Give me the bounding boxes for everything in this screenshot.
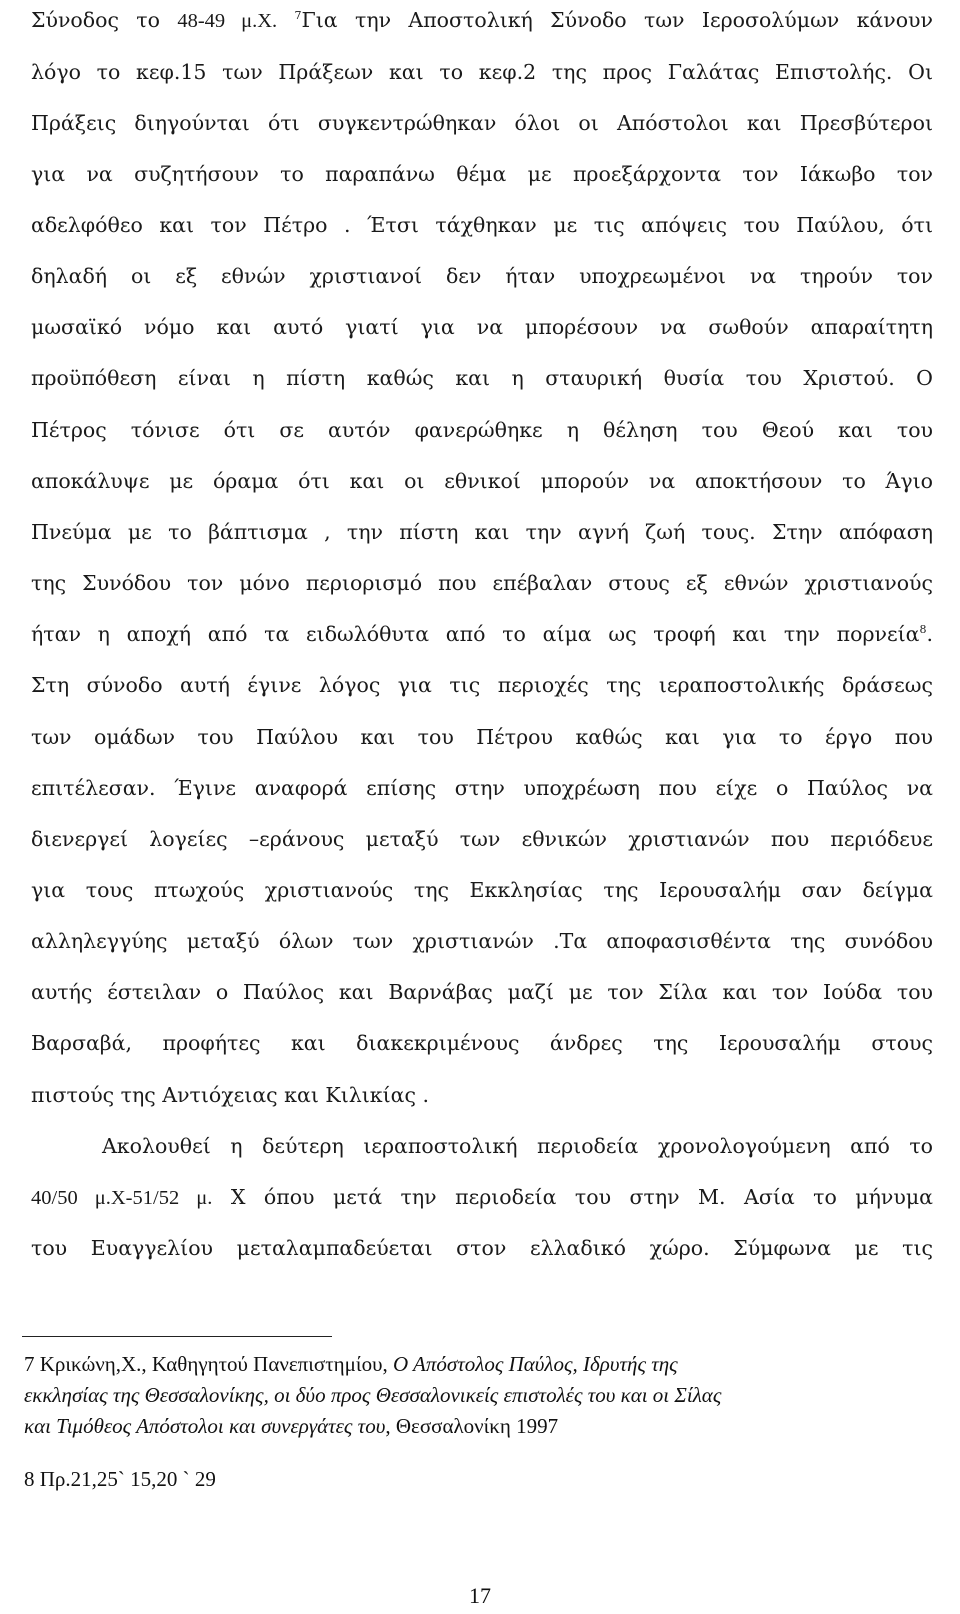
footnote-line: 7 Κρικώνη,Χ., Καθηγητού Πανεπιστημίου, Ο Απόστολος Παύλος, Ιδρυτής της (24, 1352, 678, 1376)
text-line: για να συζητήσουν το παραπάνω θέμα με προεξάρχοντα τον Ιάκωβο τον (31, 162, 933, 186)
text-line: μωσαϊκό νόμο και αυτό γιατί για να μπορέσουν να σωθούν απαραίτητη (31, 315, 933, 339)
text-line: αδελφόθεο και τον Πέτρο . Έτσι τάχθηκαν με τις απόψεις του Παύλου, ότι (31, 213, 933, 237)
text-line: αυτής έστειλαν ο Παύλος και Βαρνάβας μαζί με τον Σίλα και τον Ιούδα του (31, 980, 933, 1004)
footnote-line (24, 1381, 721, 1409)
text-line: προϋπόθεση είναι η πίστη καθώς και η σταυρική θυσία του Χριστού. Ο (31, 366, 933, 390)
text-line: Πέτρος τόνισε ότι σε αυτόν φανερώθηκε η θέληση του Θεού και του (31, 418, 933, 442)
text-line: αποκάλυψε με όραμα ότι και οι εθνικοί μπορούν να αποκτήσουν το Άγιο (31, 469, 933, 493)
footnote-ref-8[interactable]: 8 (919, 623, 927, 636)
text-line: Στη σύνοδο αυτή έγινε λόγος για τις περιοχές της ιεραποστολικής δράσεως (31, 673, 933, 697)
footnote-separator (22, 1336, 332, 1337)
text-line: του Ευαγγελίου μεταλαμπαδεύεται στον ελλαδικό χώρο. Σύμφωνα με τις (31, 1236, 933, 1260)
footnote-ref-7[interactable]: 7 (294, 9, 302, 22)
page-number: 17 (469, 1583, 491, 1608)
text-line: των ομάδων του Παύλου και του Πέτρου καθώς και για το έργο που (31, 725, 933, 749)
text-line: Πράξεις διηγούνται ότι συγκεντρώθηκαν όλοι οι Απόστολοι και Πρεσβύτεροι (31, 111, 933, 135)
text-line: Βαρσαβά, προφήτες και διακεκριμένους άνδρες της Ιερουσαλήμ στους (31, 1031, 933, 1055)
text-line: της Συνόδου τον μόνο περιορισμό που επέβαλαν στους εξ εθνών χριστιανούς (31, 571, 933, 595)
text-line: λόγο το κεφ.15 των Πράξεων και το κεφ.2 της προς Γαλάτας Επιστολής. Οι (31, 60, 933, 84)
text-line: δηλαδή οι εξ εθνών χριστιανοί δεν ήταν υποχρεωμένοι να τηρούν τον (31, 264, 933, 288)
citation-title: Ο Απόστολος Παύλος, Ιδρυτής της (392, 1352, 678, 1376)
text-line: πιστούς της Αντιόχειας και Κιλικίας . (31, 1083, 429, 1107)
text-line: για τους πτωχούς χριστιανούς της Εκκλησίας της Ιερουσαλήμ σαν δείγμα (31, 878, 933, 902)
citation-title: εκκλησίας της Θεσσαλονίκης, οι δύο προς Θεσσαλονικείς επιστολές του και οι Σίλας (24, 1383, 722, 1407)
text-line: ήταν η αποχή από τα ειδωλόθυτα από το αίμα ως τροφή και την πορνεία$^8$. (31, 622, 933, 646)
text-line: 40/50 μ.Χ-51/52 μ. Χ όπου μετά την περιοδεία του στην Μ. Ασία το μήνυμα (31, 1185, 933, 1209)
text-line: Σύνοδος το 48-49 μ.Χ. $^7$Για την Αποστολική Σύνοδο των Ιεροσολύμων κάνουν (31, 8, 933, 32)
text-line: επιτέλεσαν. Έγινε αναφορά επίσης στην υποχρέωση που είχε ο Παύλος να (31, 776, 933, 800)
text-line: Πνεύμα με το βάπτισμα , την πίστη και την αγνή ζωή τους. Στην απόφαση (31, 520, 933, 544)
citation-title: και Τιμόθεος Απόστολοι και συνεργάτες του (24, 1414, 386, 1438)
text-line: αλληλεγγύης μεταξύ όλων των χριστιανών .Τα αποφασισθέντα της συνόδου (31, 929, 933, 953)
footnote-line: και Τιμόθεος Απόστολοι και συνεργάτες του, Θεσσαλονίκη 1997 (24, 1414, 559, 1438)
text-line: διενεργεί λογείες –εράνους μεταξύ των εθνικών χριστιανών που περιόδευε (31, 827, 933, 851)
paragraph-first-line: Ακολουθεί η δεύτερη ιεραποστολική περιοδεία χρονολογούμενη από το (102, 1134, 933, 1158)
footnote-line: 8 Πρ.21,25` 15,20 ` 29 (24, 1467, 216, 1491)
